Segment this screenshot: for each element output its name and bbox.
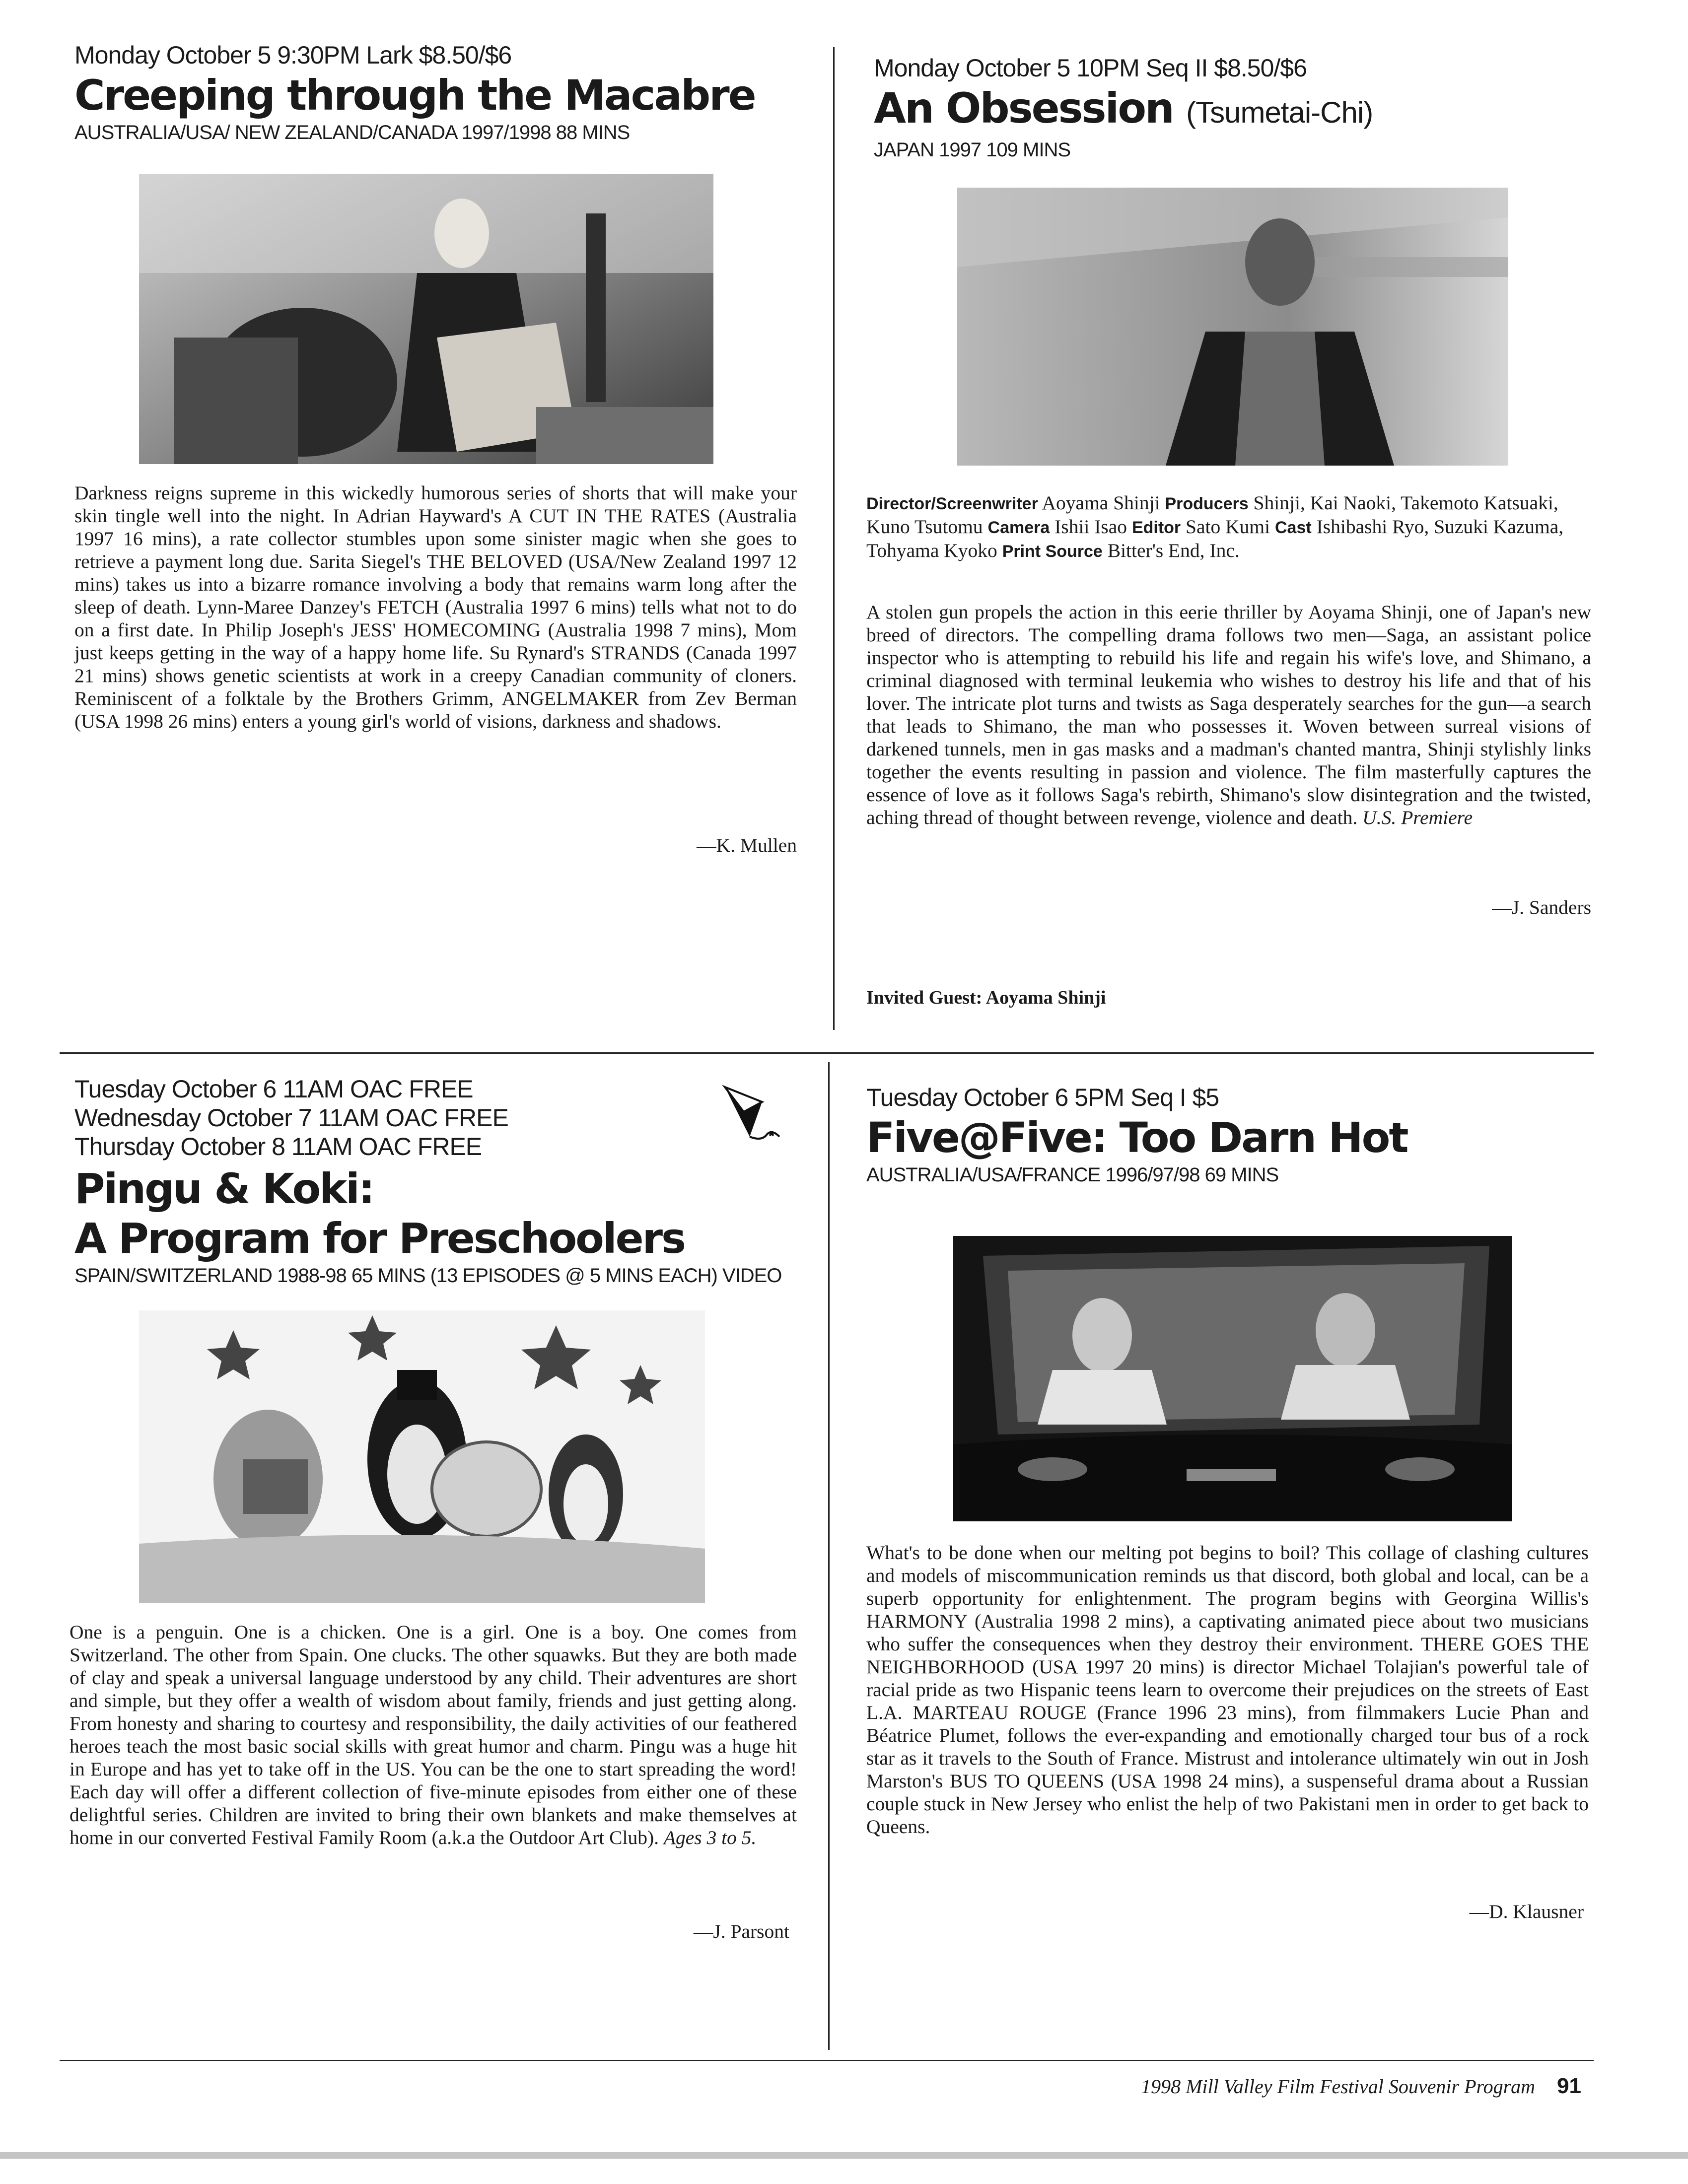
page-footer: [943, 2074, 1581, 2099]
credit-role: Director/Screenwriter: [866, 494, 1038, 513]
reviewer-byline: —J. Sanders: [1492, 896, 1591, 918]
film-description: Darkness reigns supreme in this wickedly humorous series of shorts that will make your skin tingle well into the night. In Adrian Hayward's A CUT IN THE RATES (Australia 1997 16 mins), a rate collector stumbles upon some sinister magic when she goes to retrieve a payment long due. Sarita Siegel's THE BELOVED (USA/New Zealand 1997 12 mins) takes us into a bizarre romance involving a body that remains warm long after the sleep of death. Lynn-Maree Danzey's FETCH (Australia 1997 6 mins) tells what not to do on a first date. In Philip Joseph's JESS' HOMECOMING (Australia 1998 7 mins), Mom just keeps getting in the way of a happy home life. Su Rynard's STRANDS (Canada 1997 21 mins) shows genetic scientists at work in a creepy Canadian community of cloners. Reminiscent of a folktale by the Brothers Grimm, ANGELMAKER from Zev Berman (USA 1998 26 mins) enters a young girl's world of visions, darkness and shadows.: [74, 482, 797, 732]
credit-role: Camera: [987, 518, 1050, 537]
film-title-line: Pingu & Koki:: [74, 1164, 374, 1213]
premiere-note: U.S. Premiere: [1362, 807, 1473, 828]
credit-role: Cast: [1274, 518, 1312, 537]
film-still-fiveatfive: [953, 1236, 1512, 1521]
invited-guest: Invited Guest: Aoyama Shinji: [866, 987, 1106, 1008]
film-origin: AUSTRALIA/USA/ NEW ZEALAND/CANADA 1997/1998 88 MINS: [74, 122, 630, 143]
film-title: Creeping through the Macabre: [74, 71, 755, 120]
film-listing-obsession: [874, 54, 1599, 162]
credit-names: Ishii Isao: [1055, 516, 1127, 538]
film-title-main: An Obsession: [874, 84, 1173, 133]
column-divider-bottom: [828, 1062, 830, 2050]
film-listing-macabre: [74, 41, 799, 145]
schedule-line: Thursday October 8 11AM OAC FREE: [74, 1133, 482, 1160]
credit-role: Producers: [1165, 494, 1249, 513]
film-still-obsession: [957, 188, 1508, 466]
publication-title: 1998 Mill Valley Film Festival Souvenir Program: [1141, 2075, 1536, 2098]
film-title: [874, 83, 1599, 137]
film-description: What's to be done when our melting pot begins to boil? This collage of clashing cultures and models of miscommunication reminds us that discord, both global and local, can be a superb opportunity for enlightenment. The program begins with Georgina Willis's HARMONY (Australia 1998 2 mins), a captivating animated piece about two musicians who suffer the consequences when they destroy their environment. THERE GOES THE NEIGHBORHOOD (USA 1997 20 mins) is director Michael Tolajian's powerful tale of racial pride as two Hispanic teens learn to overcome their prejudices on the streets of East L.A. MARTEAU ROUGE (France 1996 23 mins), from filmmakers Lucie Phan and Béatrice Plumet, follows the ever-expanding and emotionally charged tour bus of a rock star as it travels to the South of France. Mistrust and intolerance ultimately win out in Josh Marston's BUS TO QUEENS (USA 1998 24 mins), a suspenseful drama about a Russian couple stuck in New Jersey who enlist the help of two Pakistani men in order to get back to Queens.: [866, 1542, 1589, 1838]
scan-edge: [0, 2152, 1688, 2159]
description-text: A stolen gun propels the action in this eerie thriller by Aoyama Shinji, one of Japan's new breed of directors. The compelling drama follows two men—Saga, an assistant police inspector who is attempting to rebuild his life and regain his wife's love, and Shimano, a criminal diagnosed with terminal leukemia who wishes to destroy his life and that of his lover. The intricate plot turns and twists as Saga desperately searches for the gun—a search that leads to Shimano, the man who possesses it. Woven between surreal visions of darkened tunnels, men in gas masks and a madman's chanted mantra, Shinji stylishly links together the events resulting in passion and violence. The film masterfully captures the essence of love as it follows Saga's rebirth, Shimano's slow disintegration and the twisted, aching thread of thought between revenge, violence and death.: [866, 601, 1591, 828]
film-still-pingu: [139, 1310, 705, 1603]
film-credits: [866, 491, 1591, 563]
footer-rule: [60, 2060, 1594, 2061]
schedule-line: Wednesday October 7 11AM OAC FREE: [74, 1104, 508, 1132]
film-description: [866, 601, 1591, 829]
schedule-line: Tuesday October 6 11AM OAC FREE: [74, 1075, 473, 1103]
credit-names: Shinji, Kai Naoki, Takemoto Katsuaki, Kuno Tsutomu: [866, 492, 1558, 538]
film-still-macabre: [139, 174, 713, 464]
film-title-line: A Program for Preschoolers: [74, 1214, 685, 1263]
film-listing-fiveatfive: [866, 1083, 1591, 1187]
reviewer-byline: —K. Mullen: [697, 834, 797, 856]
credit-names: Bitter's End, Inc.: [1107, 540, 1240, 561]
credit-names: Sato Kumi: [1186, 516, 1270, 538]
credit-names: Aoyama Shinji: [1042, 492, 1160, 514]
credit-role: Editor: [1131, 518, 1181, 537]
page-number: 91: [1557, 2074, 1581, 2098]
schedule-line: Monday October 5 10PM Seq II $8.50/$6: [874, 54, 1307, 82]
reviewer-byline: —J. Parsont: [693, 1920, 789, 1942]
film-origin: AUSTRALIA/USA/FRANCE 1996/97/98 69 MINS: [866, 1164, 1279, 1186]
film-origin: JAPAN 1997 109 MINS: [874, 139, 1071, 161]
credit-names: Ishibashi Ryo, Suzuki Kazuma, Tohyama Kyoko: [866, 516, 1564, 561]
film-listing-pingu: [74, 1075, 799, 1288]
film-origin: SPAIN/SWITZERLAND 1988-98 65 MINS (13 EPISODES @ 5 MINS EACH) VIDEO: [74, 1265, 782, 1287]
kite-icon: [715, 1082, 784, 1157]
reviewer-byline: —D. Klausner: [1469, 1901, 1584, 1922]
credit-role: Print Source: [1002, 542, 1103, 561]
schedule-line: Monday October 5 9:30PM Lark $8.50/$6: [74, 41, 512, 69]
schedule-line: Tuesday October 6 5PM Seq I $5: [866, 1084, 1219, 1111]
age-range: Ages 3 to 5.: [663, 1827, 757, 1848]
film-description: [70, 1621, 797, 1849]
film-title: Five@Five: Too Darn Hot: [866, 1113, 1407, 1162]
film-title-alt: (Tsumetai-Chi): [1186, 96, 1373, 129]
column-divider-top: [833, 47, 835, 1030]
description-text: One is a penguin. One is a chicken. One is a girl. One is a boy. One comes from Switzerland. The other from Spain. One clucks. The other squawks. But they are both made of clay and speak a universal language understood by any child. Their adventures are short and simple, but they offer a wealth of wisdom about family, friends and just getting along. From honesty and sharing to courtesy and responsibility, the daily activities of our feathered heroes teach the most basic social skills with great humor and charm. Pingu was a huge hit in Europe and has yet to take off in the US. You can be the one to start spreading the word! Each day will offer a different collection of five-minute episodes from either one of these delightful series. Children are invited to bring their own blankets and make themselves at home in our converted Festival Family Room (a.k.a the Outdoor Art Club).: [70, 1621, 797, 1848]
section-divider: [60, 1052, 1594, 1054]
